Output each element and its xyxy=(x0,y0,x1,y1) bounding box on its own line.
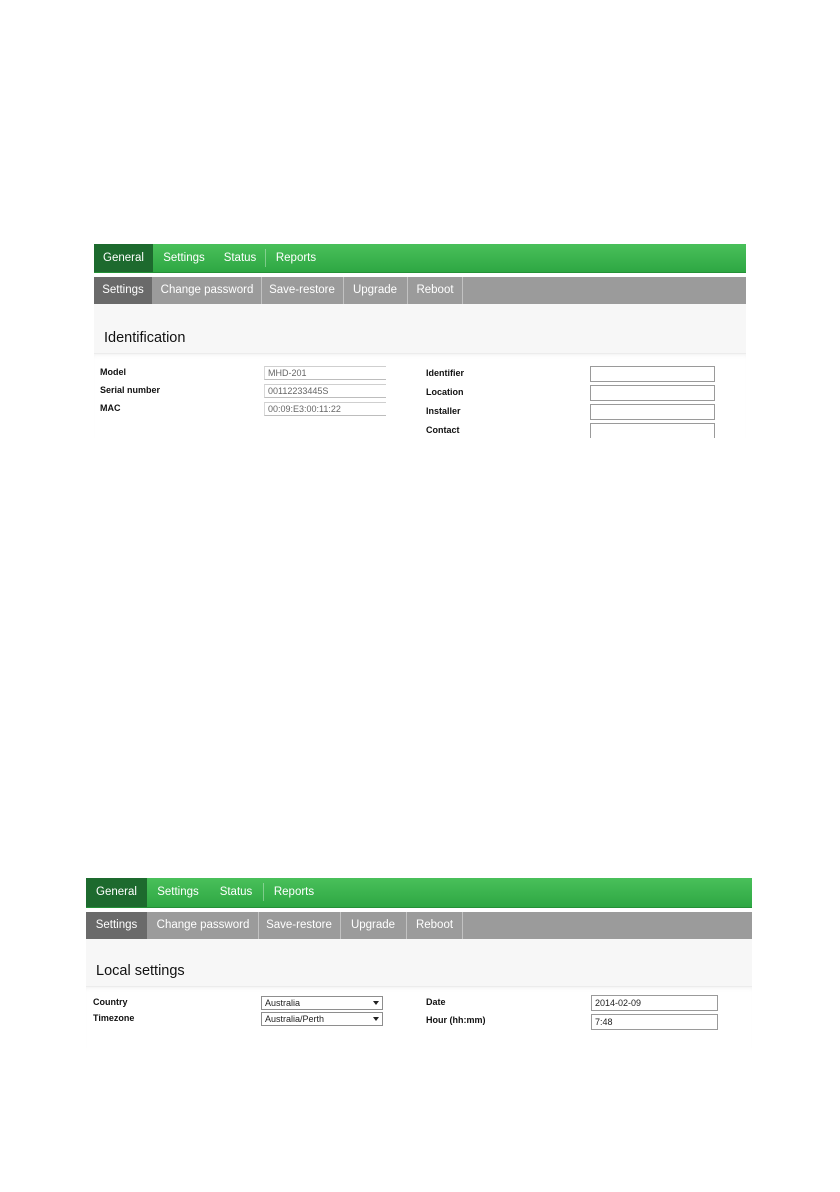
model-label: Model xyxy=(100,367,126,377)
identification-screenshot xyxy=(94,244,746,438)
serial-number-label: Serial number xyxy=(100,385,161,395)
contact-input[interactable] xyxy=(590,423,715,438)
subnav-upgrade[interactable]: Upgrade xyxy=(352,284,398,296)
contact-label: Contact xyxy=(426,425,460,435)
country-label: Country xyxy=(93,997,128,1007)
timezone-label: Timezone xyxy=(93,1013,135,1023)
serial-number-field: 00112233445S xyxy=(264,384,386,398)
subnav-save-restore[interactable]: Save-restore xyxy=(266,919,332,931)
section-title: Local settings xyxy=(96,963,185,979)
chevron-down-icon xyxy=(373,1001,379,1005)
timezone-select[interactable] xyxy=(261,1012,383,1026)
nav-settings[interactable]: Settings xyxy=(163,252,205,264)
location-label: Location xyxy=(426,387,464,397)
subnav-reboot[interactable]: Reboot xyxy=(415,919,454,931)
mac-field: 00:09:E3:00:11:22 xyxy=(264,402,386,416)
country-select-value: Australia xyxy=(265,998,301,1008)
timezone-select-value: Australia/Perth xyxy=(265,1014,325,1024)
subnav-settings[interactable]: Settings xyxy=(86,912,147,939)
subnav-settings[interactable]: Settings xyxy=(94,277,152,304)
subnav-upgrade[interactable]: Upgrade xyxy=(350,919,396,931)
date-input[interactable]: 2014-02-09 xyxy=(591,995,718,1011)
subnav-separator xyxy=(462,912,463,939)
subnav-separator xyxy=(462,277,463,304)
identification-form xyxy=(94,353,746,438)
nav-separator xyxy=(265,249,266,267)
installer-input[interactable] xyxy=(590,404,715,420)
nav-reports[interactable]: Reports xyxy=(273,886,315,898)
nav-general[interactable]: General xyxy=(86,878,147,907)
mac-label: MAC xyxy=(100,403,121,413)
sub-navbar xyxy=(86,912,752,939)
section-title: Identification xyxy=(104,330,186,346)
local-settings-form xyxy=(86,986,752,1048)
location-input[interactable] xyxy=(590,385,715,401)
main-navbar xyxy=(86,878,752,908)
nav-status[interactable]: Status xyxy=(219,886,253,898)
hour-input[interactable]: 7:48 xyxy=(591,1014,718,1030)
subnav-change-password[interactable]: Change password xyxy=(156,919,250,931)
chevron-down-icon xyxy=(373,1017,379,1021)
nav-general[interactable]: General xyxy=(94,244,153,272)
identifier-input[interactable] xyxy=(590,366,715,382)
hour-label: Hour (hh:mm) xyxy=(426,1015,486,1025)
subnav-reboot[interactable]: Reboot xyxy=(416,284,454,296)
sub-navbar xyxy=(94,277,746,304)
country-select[interactable] xyxy=(261,996,383,1010)
nav-settings[interactable]: Settings xyxy=(157,886,199,898)
nav-reports[interactable]: Reports xyxy=(275,252,317,264)
subnav-change-password[interactable]: Change password xyxy=(160,284,254,296)
subnav-save-restore[interactable]: Save-restore xyxy=(269,284,335,296)
main-navbar xyxy=(94,244,746,273)
content-area xyxy=(94,304,746,438)
date-label: Date xyxy=(426,997,446,1007)
local-settings-screenshot xyxy=(86,878,752,1048)
nav-separator xyxy=(263,883,264,901)
model-field: MHD-201 xyxy=(264,366,386,380)
identifier-label: Identifier xyxy=(426,368,465,378)
installer-label: Installer xyxy=(426,406,461,416)
content-area xyxy=(86,939,752,1048)
nav-status[interactable]: Status xyxy=(223,252,257,264)
